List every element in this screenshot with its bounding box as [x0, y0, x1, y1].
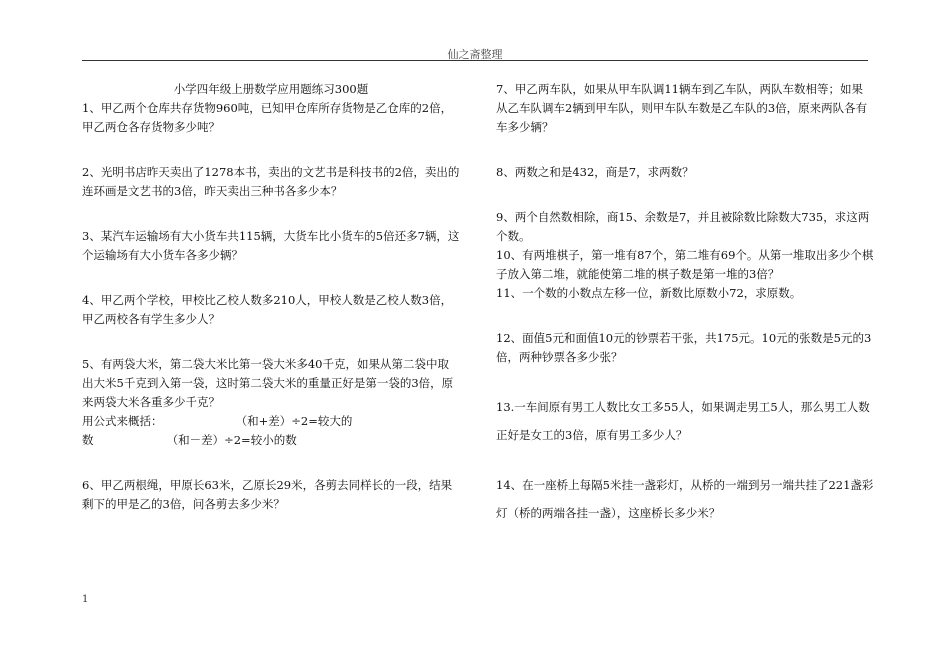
question-13: 13.一车间原有男工人数比女工多55人，如果调走男工5人，那么男工人数正好是女工的3倍，原有男工多少人？: [496, 400, 870, 442]
question-5: 5、有两袋大米，第二袋大米比第一袋大米多40千克，如果从第二袋中取出大米5千克到入第一袋，这时第二袋大米的重量正好是第一袋的3倍，原来两袋大米各重多少千克？: [82, 357, 454, 409]
question-4: 4、甲乙两个学校，甲校比乙校人数多210人，甲校人数是乙校人数3倍，甲乙两校各有学生多少人？: [82, 293, 453, 326]
question-6: 6、甲乙两根绳，甲原长63米，乙原长29米，各剪去同样长的一段，结果剩下的甲是乙的3倍，问各剪去多少米？: [82, 478, 453, 511]
question-8: 8、两数之和是432，商是7，求两数？: [496, 165, 694, 179]
document-title: 小学四年级上册数学应用题练习300题: [173, 82, 369, 96]
question-12: 12、面值5元和面值10元的钞票若干张，共175元。10元的张数是5元的3倍，两种钞票各多少张？: [496, 331, 872, 364]
question-11: 11、一个数的小数点左移一位，新数比原数小72，求原数。: [496, 286, 802, 300]
question-14: 14、在一座桥上每隔5米挂一盏彩灯，从桥的一端到另一端共挂了221盏彩灯（桥的两端各挂一盏），这座桥长多少米？: [496, 478, 874, 520]
question-2: 2、光明书店昨天卖出了1278本书，卖出的文艺书是科技书的2倍，卖出的连环画是文艺书的3倍，昨天卖出三种书各多少本？: [82, 165, 460, 198]
question-10: 10、有两堆棋子，第一堆有87个，第二堆有69个。从第一堆取出多少个棋子放入第二堆，就能使第二堆的棋子数是第一堆的3倍？: [496, 248, 874, 281]
question-1: 1、甲乙两个仓库共存货物960吨，已知甲仓库所存货物是乙仓库的2倍，甲乙两仓各存货物多少吨？: [82, 101, 453, 134]
question-7: 7、甲乙两车队，如果从甲车队调11辆车到乙车队，两队车数相等；如果从乙车队调车2辆到甲车队，则甲车队车数是乙车队的3倍，原来两队各有车多少辆？: [496, 82, 868, 134]
right-column: [496, 80, 874, 527]
header-rule: [82, 60, 868, 61]
question-3: 3、某汽车运输场有大小货车共115辆，大货车比小货车的5倍还多7辆，这个运输场有大小货车各多少辆？: [82, 229, 460, 262]
question-9: 9、两个自然数相除，商15、余数是7，并且被除数比除数大735，求这两个数。: [496, 210, 870, 243]
formula-line-2: 数 （和－差）÷2=较小的数: [82, 433, 297, 447]
page-header: 仙之斋整理: [447, 48, 503, 61]
page-number: 1: [82, 594, 89, 605]
left-column: [82, 80, 460, 514]
formula-line-1: 用公式来概括： （和+差）÷2=较大的: [82, 414, 353, 428]
